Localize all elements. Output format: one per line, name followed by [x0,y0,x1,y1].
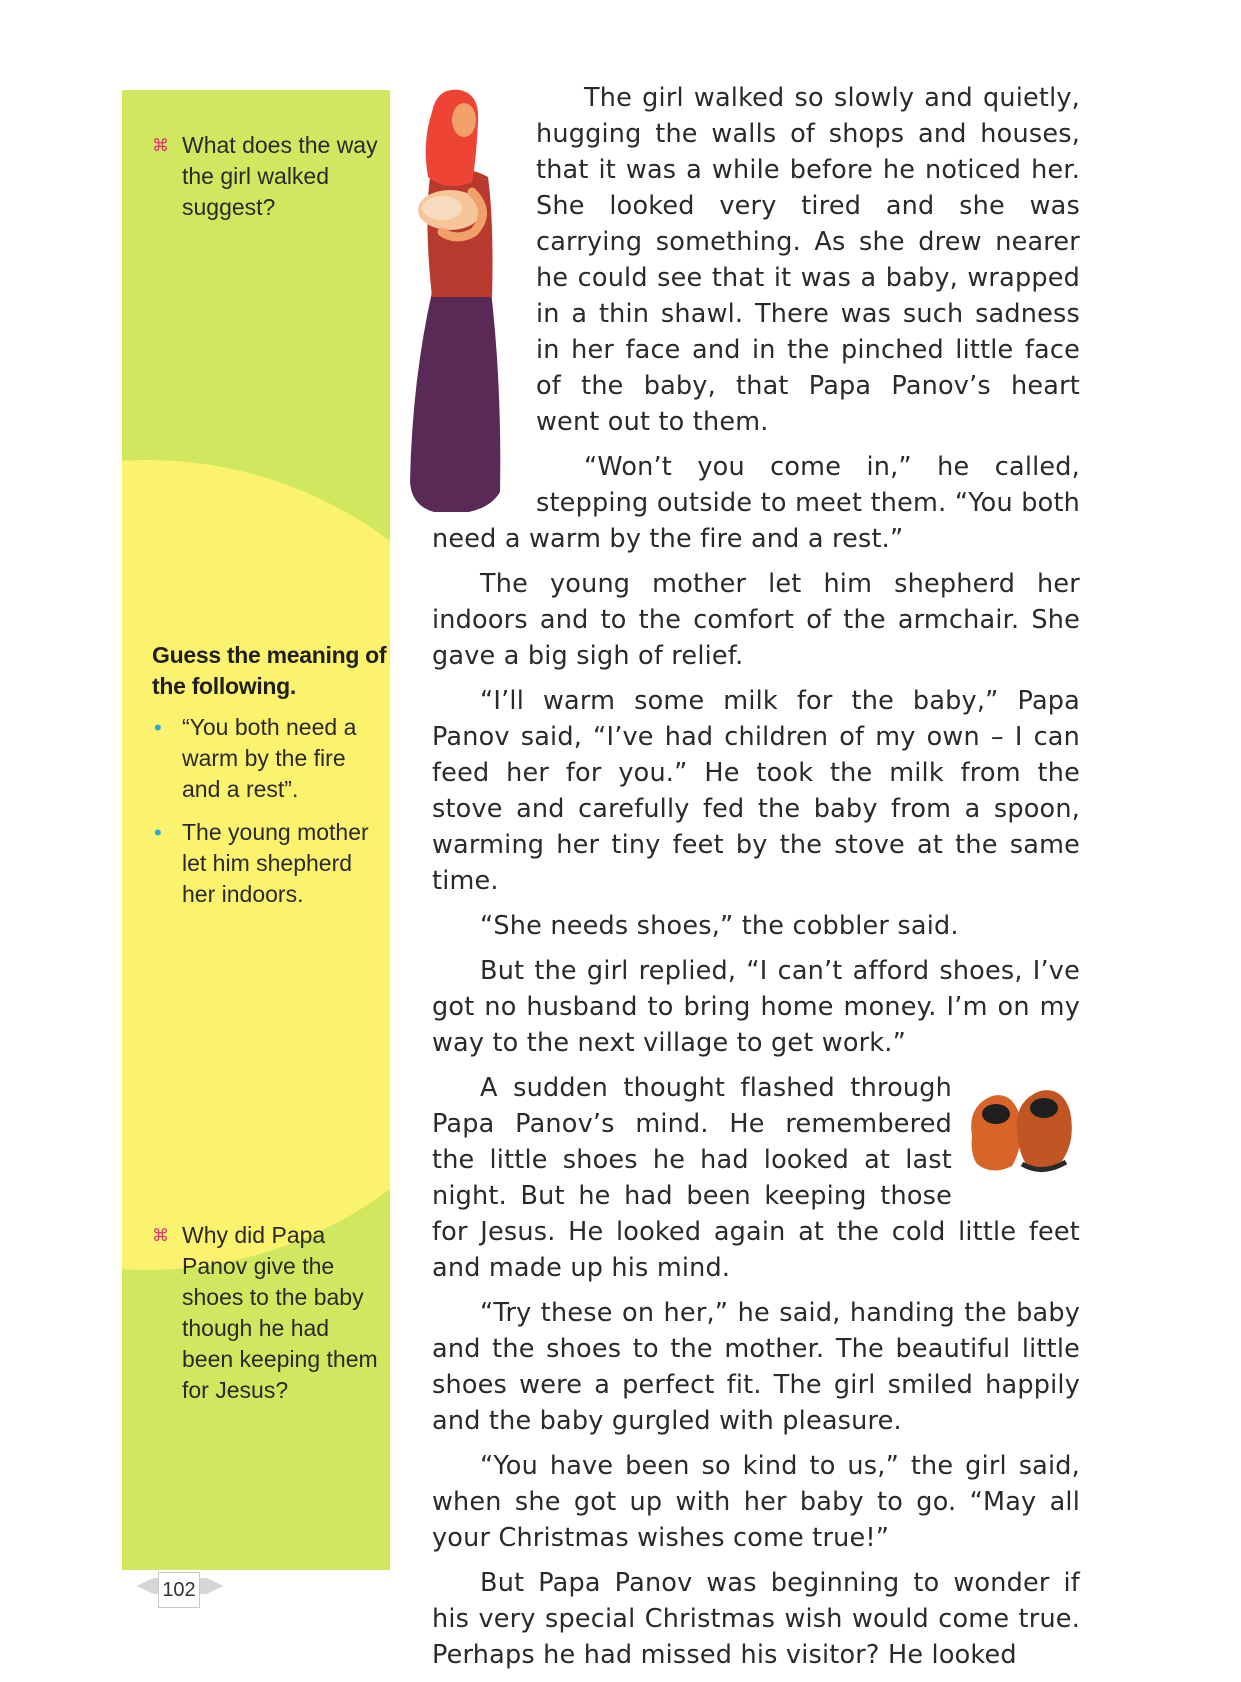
story-paragraph: But the girl replied, “I can’t afford shoes, I’ve got no husband to bring home money. I’m on my way to the next village to get work.” [432,956,1080,1058]
sidebar-guess-item-text: The young mother let him shepherd her indoors. [182,819,369,907]
command-symbol-icon: ⌘ [152,1226,169,1245]
story-paragraph: “She needs shoes,” the cobbler said. [480,911,959,941]
baby-shoes-illustration [962,1076,1080,1180]
sidebar-question-1 [122,130,390,223]
sidebar-question-2 [122,1220,390,1406]
sidebar-guess-heading: Guess the meaning of the following. [152,642,387,699]
story-paragraph: “You have been so kind to us,” the girl said, when she got up with her baby to go. “May all your Christmas wishes come true!” [432,1451,1080,1553]
story-paragraph: The girl walked so slowly and quietly, hugging the walls of shops and houses, that it was a while before he noticed her. She looked very tired and she was carrying something. As she drew nearer he could see that it was a baby, wrapped in a thin shawl. There was such sadness in her face and in the pinched little face of the baby, that Papa Panov’s heart went out to them. [536,83,1080,437]
dot-icon: • [154,820,162,845]
story-paragraph: “I’ll warm some milk for the baby,” Papa Panov said, “I’ve had children of my own – I can feed her for you.” He took the milk from the stove and carefully fed the baby from a spoon, warming her tiny feet by the stove at the same time. [432,686,1080,896]
sidebar-guess-item-text: “You both need a warm by the fire and a rest”. [182,714,357,802]
story-paragraph: But Papa Panov was beginning to wonder if his very special Christmas wish would come true. Perhaps he had missed his visitor? He looked [432,1568,1080,1670]
sidebar-question-1-block [122,130,390,235]
sidebar-guess-block [122,640,390,922]
story-paragraph: “Try these on her,” he said, handing the baby and the shoes to the mother. The beautiful little shoes were a perfect fit. The girl smiled happily and the baby gurgled with pleasure. [432,1298,1080,1436]
sidebar-guess-item [122,712,390,805]
sidebar-question-2-block [122,1220,390,1418]
command-symbol-icon: ⌘ [152,136,169,155]
sidebar-question-1-text: What does the way the girl walked suggest? [182,132,378,220]
sidebar-panel [122,90,390,1570]
sidebar-guess-item [122,817,390,910]
sidebar-question-2-text: Why did Papa Panov give the shoes to the baby though he had been keeping them for Jesus? [182,1222,378,1403]
story-paragraph: “Won’t you come in,” he called, stepping outside to meet them. “You both need a warm by the fire and a rest.” [432,452,1080,554]
woman-with-baby-illustration [402,82,512,512]
dot-icon: • [154,715,162,740]
story-text [432,80,1080,1682]
page-number: 102 [158,1572,200,1608]
story-paragraph: The young mother let him shepherd her indoors and to the comfort of the armchair. She gave a big sigh of relief. [432,569,1080,671]
story-paragraph: A sudden thought flashed through Papa Panov’s mind. He remembered the little shoes he had looked at last night. But he had been keeping those for Jesus. He looked again at the cold little feet and made up his mind. [432,1073,1080,1283]
